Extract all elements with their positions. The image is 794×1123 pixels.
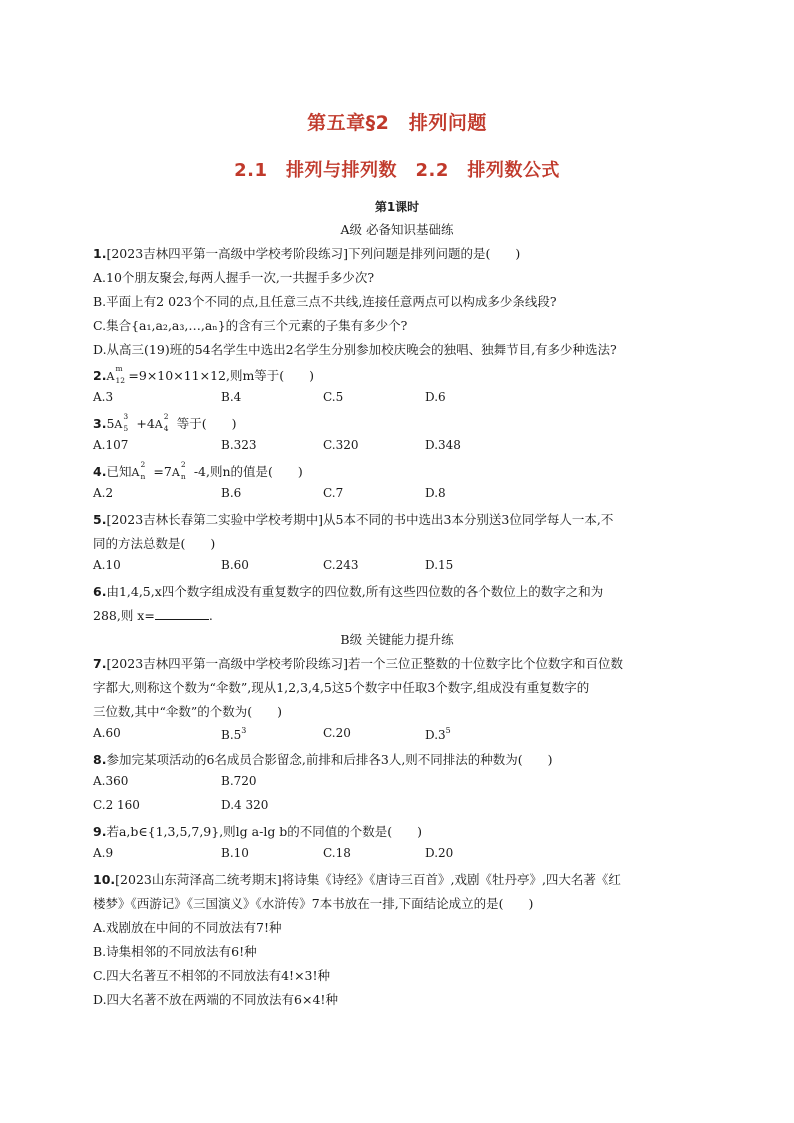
question-8-option-b: B.720 (221, 774, 257, 788)
question-9-stem: 9.若a,b∈{1,3,5,7,9},则lg a-lg b的不同值的个数是( ) (93, 824, 423, 839)
permutation-symbol: A 2 4 (154, 412, 169, 433)
permutation-symbol: A 2 n (171, 460, 186, 481)
question-1-option-b: B.平面上有2 023个不同的点,且任意三点不共线,连接任意两点可以构成多少条线段? (93, 294, 557, 309)
question-10-option-a: A.戏剧放在中间的不同放法有7!种 (93, 920, 282, 935)
question-number: 1. (93, 246, 107, 261)
question-2-option-b: B.4 (221, 390, 242, 404)
question-9-option-b: B.10 (221, 846, 249, 860)
question-3-option-b: B.323 (221, 438, 257, 452)
question-number: 3. (93, 416, 107, 431)
question-7-stem-line-2: 字都大,则称这个数为“伞数”,现从1,2,3,4,5这5个数字中任取3个数字,组成没有重复数字的 (93, 680, 590, 695)
question-2-option-a: A.3 (93, 390, 114, 404)
question-9-option-d: D.20 (425, 846, 454, 860)
question-8-stem: 8.参加完某项活动的6名成员合影留念,前排和后排各3人,则不同排法的种数为( ) (93, 752, 553, 767)
question-9-option-a: A.9 (93, 846, 114, 860)
question-5-option-d: D.15 (425, 558, 454, 572)
question-5-option-c: C.243 (323, 558, 359, 572)
question-8-option-d: D.4 320 (221, 798, 269, 812)
question-number: 4. (93, 464, 107, 479)
question-7-stem-line-3: 三位数,其中“伞数”的个数为( ) (93, 704, 283, 719)
question-5-stem-line-1: 5.[2023吉林长春第二实验中学校考期中]从5本不同的书中选出3本分别送3位同学每人一本,不 (93, 512, 614, 527)
question-number: 9. (93, 824, 107, 839)
level-b-heading: B级 关键能力提升练 (340, 632, 454, 647)
chapter-title: 第五章§2 排列问题 (307, 112, 487, 134)
question-8-option-a: A.360 (93, 774, 129, 788)
question-7-option-a: A.60 (93, 726, 121, 740)
lesson-title: 第1课时 (374, 200, 420, 214)
permutation-symbol: A 2 n (131, 460, 146, 481)
permutation-symbol: A m 12 (106, 364, 125, 385)
permutation-symbol: A 3 5 (114, 412, 129, 433)
question-2-stem: 2.A m 12 =9×10×11×12,则m等于( ) (93, 364, 315, 385)
question-1-option-d: D.从高三(19)班的54名学生中选出2名学生分别参加校庆晚会的独唱、独舞节目,有多少种选法? (93, 342, 617, 357)
question-10-stem-line-1: 10.[2023山东菏泽高二统考期末]将诗集《诗经》《唐诗三百首》,戏剧《牡丹亭》,四大名著《红 (93, 872, 621, 887)
question-6-stem-line-1: 6.由1,4,5,x四个数字组成没有重复数字的四位数,所有这些四位数的各个数位上的数字之和为 (93, 584, 604, 599)
question-7-stem-line-1: 7.[2023吉林四平第一高级中学校考阶段练习]若一个三位正整数的十位数字比个位数字和百位数 (93, 656, 624, 671)
question-number: 5. (93, 512, 107, 527)
question-1-option-c: C.集合{a₁,a₂,a₃,…,aₙ}的含有三个元素的子集有多少个? (93, 318, 408, 333)
question-3-option-d: D.348 (425, 438, 461, 452)
question-5-option-a: A.10 (93, 558, 121, 572)
question-10-stem-line-2: 楼梦》《西游记》《三国演义》《水浒传》7本书放在一排,下面结论成立的是( ) (93, 896, 534, 911)
question-number: 7. (93, 656, 107, 671)
question-1-stem: 1.[2023吉林四平第一高级中学校考阶段练习]下列问题是排列问题的是( ) (93, 246, 521, 261)
question-number: 2. (93, 368, 107, 383)
question-4-option-b: B.6 (221, 486, 242, 500)
question-6-stem-line-2: 288,则 x= . (93, 608, 213, 623)
question-number: 6. (93, 584, 107, 599)
question-7-option-b: $B.5^3$ (221, 726, 247, 742)
question-number: 10. (93, 872, 116, 887)
question-10-option-c: C.四大名著互不相邻的不同放法有4!×3!种 (93, 968, 331, 983)
question-5-option-b: B.60 (221, 558, 249, 572)
question-4-option-c: C.7 (323, 486, 344, 500)
question-number: 8. (93, 752, 107, 767)
question-4-stem: 4.已知A 2 n =7A 2 n -4,则n的值是( ) (93, 460, 303, 481)
answer-blank[interactable] (155, 607, 209, 620)
question-7-option-d: $D.3^5$ (425, 726, 451, 742)
section-title: 2.1 排列与排列数 2.2 排列数公式 (234, 160, 560, 181)
question-1-option-a: A.10个朋友聚会,每两人握手一次,一共握手多少次? (93, 270, 375, 285)
question-3-option-c: C.320 (323, 438, 359, 452)
question-7-option-c: C.20 (323, 726, 351, 740)
level-a-heading: A级 必备知识基础练 (340, 222, 454, 237)
question-4-option-d: D.8 (425, 486, 446, 500)
question-5-stem-line-2: 同的方法总数是( ) (93, 536, 216, 551)
question-4-option-a: A.2 (93, 486, 114, 500)
question-8-option-c: C.2 160 (93, 798, 140, 812)
question-3-stem: 3.5A 3 5 +4A 2 4 等于( ) (93, 412, 237, 433)
question-2-option-d: D.6 (425, 390, 446, 404)
question-10-option-d: D.四大名著不放在两端的不同放法有6×4!种 (93, 992, 338, 1007)
question-2-option-c: C.5 (323, 390, 344, 404)
question-3-option-a: A.107 (93, 438, 129, 452)
question-10-option-b: B.诗集相邻的不同放法有6!种 (93, 944, 257, 959)
question-9-option-c: C.18 (323, 846, 351, 860)
